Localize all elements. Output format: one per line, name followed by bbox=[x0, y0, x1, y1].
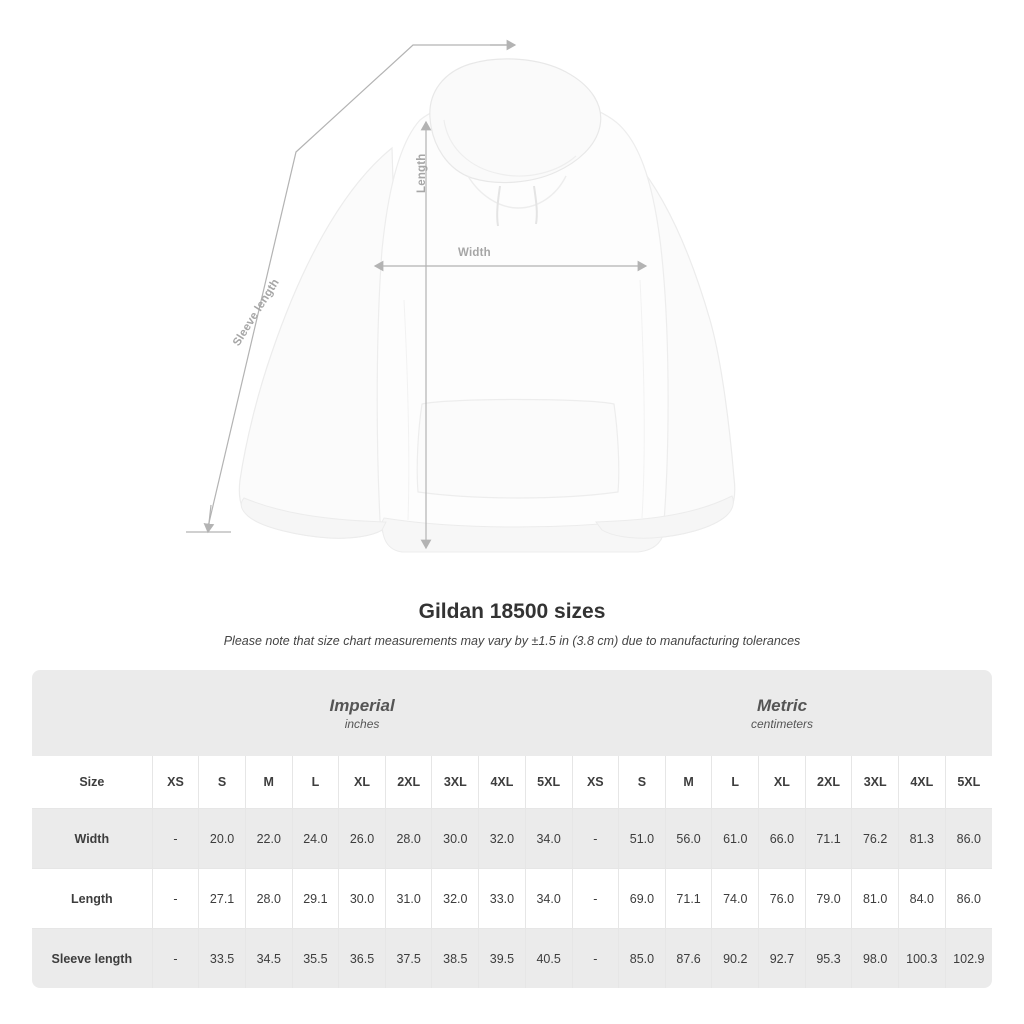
size-header-imperial-s: S bbox=[199, 756, 246, 809]
cell-length-imperial-xl: 30.0 bbox=[339, 869, 386, 929]
cell-length-imperial-m: 28.0 bbox=[245, 869, 292, 929]
cell-sleeve-imperial-xl: 36.5 bbox=[339, 929, 386, 989]
cell-sleeve-imperial-5xl: 40.5 bbox=[525, 929, 572, 989]
cell-sleeve-metric-s: 85.0 bbox=[619, 929, 666, 989]
cell-length-metric-5xl: 86.0 bbox=[945, 869, 992, 929]
size-header-metric-s: S bbox=[619, 756, 666, 809]
cell-length-metric-xl: 76.0 bbox=[759, 869, 806, 929]
cell-width-metric-xs: - bbox=[572, 809, 619, 869]
length-dimension-label: Length bbox=[416, 153, 428, 193]
size-header-metric-4xl: 4XL bbox=[898, 756, 945, 809]
size-header-metric-2xl: 2XL bbox=[805, 756, 852, 809]
row-label-width: Width bbox=[32, 809, 152, 869]
cell-width-metric-4xl: 81.3 bbox=[898, 809, 945, 869]
cell-sleeve-metric-2xl: 95.3 bbox=[805, 929, 852, 989]
row-label-sleeve-length: Sleeve length bbox=[32, 929, 152, 989]
size-header-metric-3xl: 3XL bbox=[852, 756, 899, 809]
page-title: Gildan 18500 sizes bbox=[418, 600, 606, 623]
cell-length-metric-xs: - bbox=[572, 869, 619, 929]
cell-sleeve-imperial-s: 33.5 bbox=[199, 929, 246, 989]
cell-sleeve-imperial-l: 35.5 bbox=[292, 929, 339, 989]
cell-width-imperial-4xl: 32.0 bbox=[479, 809, 526, 869]
size-header-imperial-xl: XL bbox=[339, 756, 386, 809]
cell-sleeve-metric-3xl: 98.0 bbox=[852, 929, 899, 989]
cell-width-metric-2xl: 71.1 bbox=[805, 809, 852, 869]
cell-width-imperial-m: 22.0 bbox=[245, 809, 292, 869]
cell-width-imperial-2xl: 28.0 bbox=[385, 809, 432, 869]
size-header-imperial-4xl: 4XL bbox=[479, 756, 526, 809]
size-header-imperial-m: M bbox=[245, 756, 292, 809]
cell-width-metric-5xl: 86.0 bbox=[945, 809, 992, 869]
size-header-imperial-l: L bbox=[292, 756, 339, 809]
cell-length-metric-m: 71.1 bbox=[665, 869, 712, 929]
cell-width-imperial-xs: - bbox=[152, 809, 199, 869]
tolerance-note: Please note that size chart measurements may vary by ±1.5 in (3.8 cm) due to manufacturing tolerances bbox=[223, 634, 801, 648]
metric-name: Metric bbox=[756, 695, 808, 715]
cell-length-imperial-4xl: 33.0 bbox=[479, 869, 526, 929]
size-header-imperial-5xl: 5XL bbox=[525, 756, 572, 809]
cell-width-imperial-5xl: 34.0 bbox=[525, 809, 572, 869]
size-header-metric-5xl: 5XL bbox=[945, 756, 992, 809]
cell-length-imperial-s: 27.1 bbox=[199, 869, 246, 929]
chart-heading bbox=[0, 600, 1024, 648]
table-row bbox=[32, 869, 992, 929]
cell-width-imperial-l: 24.0 bbox=[292, 809, 339, 869]
size-header-imperial-xs: XS bbox=[152, 756, 199, 809]
cell-sleeve-imperial-m: 34.5 bbox=[245, 929, 292, 989]
cell-width-imperial-s: 20.0 bbox=[199, 809, 246, 869]
cell-length-imperial-xs: - bbox=[152, 869, 199, 929]
cell-sleeve-imperial-4xl: 39.5 bbox=[479, 929, 526, 989]
width-dimension-label: Width bbox=[458, 247, 491, 259]
cell-width-metric-l: 61.0 bbox=[712, 809, 759, 869]
size-header-metric-xs: XS bbox=[572, 756, 619, 809]
sleeve-length-dimension-label: Sleeve length bbox=[231, 276, 282, 349]
cell-length-metric-4xl: 84.0 bbox=[898, 869, 945, 929]
cell-length-imperial-l: 29.1 bbox=[292, 869, 339, 929]
cell-sleeve-metric-m: 87.6 bbox=[665, 929, 712, 989]
cell-sleeve-imperial-xs: - bbox=[152, 929, 199, 989]
cell-sleeve-imperial-3xl: 38.5 bbox=[432, 929, 479, 989]
metric-sub: centimeters bbox=[750, 717, 814, 732]
unit-header-row bbox=[32, 670, 992, 756]
cell-length-metric-l: 74.0 bbox=[712, 869, 759, 929]
size-header-imperial-3xl: 3XL bbox=[432, 756, 479, 809]
size-header-label: Size bbox=[32, 756, 152, 809]
cell-length-metric-2xl: 79.0 bbox=[805, 869, 852, 929]
size-header-imperial-2xl: 2XL bbox=[385, 756, 432, 809]
size-header-row bbox=[32, 756, 992, 809]
cell-width-imperial-3xl: 30.0 bbox=[432, 809, 479, 869]
cell-sleeve-metric-l: 90.2 bbox=[712, 929, 759, 989]
cell-length-metric-s: 69.0 bbox=[619, 869, 666, 929]
size-table bbox=[32, 670, 992, 988]
cell-sleeve-imperial-2xl: 37.5 bbox=[385, 929, 432, 989]
cell-length-imperial-2xl: 31.0 bbox=[385, 869, 432, 929]
table-row bbox=[32, 809, 992, 869]
size-header-metric-xl: XL bbox=[759, 756, 806, 809]
row-label-length: Length bbox=[32, 869, 152, 929]
cell-sleeve-metric-5xl: 102.9 bbox=[945, 929, 992, 989]
cell-width-metric-3xl: 76.2 bbox=[852, 809, 899, 869]
hoodie-shape bbox=[239, 59, 734, 552]
unit-header-spacer bbox=[32, 670, 152, 756]
cell-length-imperial-5xl: 34.0 bbox=[525, 869, 572, 929]
cell-width-metric-m: 56.0 bbox=[665, 809, 712, 869]
cell-sleeve-metric-xs: - bbox=[572, 929, 619, 989]
table-row bbox=[32, 929, 992, 989]
unit-header-metric bbox=[572, 670, 992, 756]
size-header-metric-m: M bbox=[665, 756, 712, 809]
unit-header-imperial bbox=[152, 670, 572, 756]
cell-width-metric-xl: 66.0 bbox=[759, 809, 806, 869]
cell-width-imperial-xl: 26.0 bbox=[339, 809, 386, 869]
cell-length-metric-3xl: 81.0 bbox=[852, 869, 899, 929]
size-header-metric-l: L bbox=[712, 756, 759, 809]
cell-width-metric-s: 51.0 bbox=[619, 809, 666, 869]
imperial-sub: inches bbox=[344, 717, 380, 732]
cell-length-imperial-3xl: 32.0 bbox=[432, 869, 479, 929]
cell-sleeve-metric-4xl: 100.3 bbox=[898, 929, 945, 989]
cell-sleeve-metric-xl: 92.7 bbox=[759, 929, 806, 989]
imperial-name: Imperial bbox=[329, 695, 395, 715]
size-table-container bbox=[32, 670, 992, 988]
